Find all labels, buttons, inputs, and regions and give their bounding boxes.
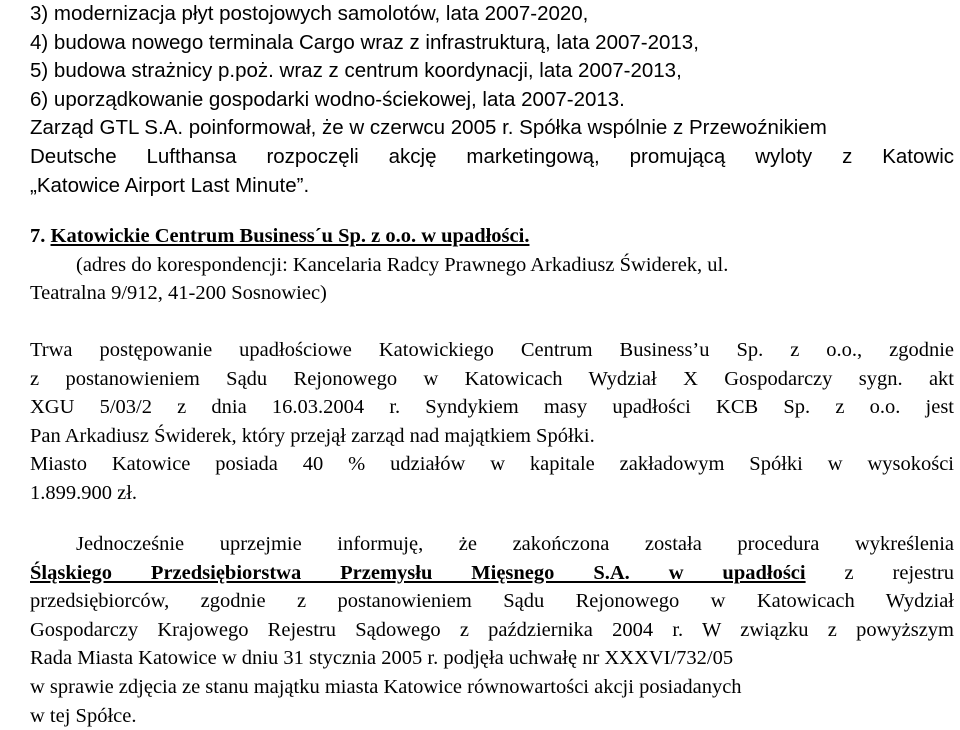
- paragraph-line: Jednocześnie uprzejmie informuję, że zakończona została procedura wykreślenia: [76, 533, 954, 555]
- paragraph-text: z rejestru: [844, 561, 955, 584]
- paragraph-line: [30, 559, 954, 588]
- company-name: Katowickie Centrum Business´u Sp. z o.o. w upadłości.: [50, 225, 530, 247]
- section-heading: [30, 222, 954, 251]
- section-number: 7.: [30, 225, 46, 247]
- bankruptcy-paragraph: [30, 336, 954, 508]
- paragraph-line: z postanowieniem Sądu Rejonowego w Katowicach Wydział X Gospodarczy sygn. akt: [30, 367, 954, 390]
- paragraph-line: 1.899.900 zł.: [30, 481, 138, 504]
- paragraph-line: Trwa postępowanie upadłościowe Katowickiego Centrum Business’u Sp. z o.o., zgodnie: [30, 339, 954, 361]
- paragraph-line: w tej Spółce.: [30, 704, 137, 727]
- paragraph-line: w sprawie zdjęcia ze stanu majątku miasta Katowice równowartości akcji posiadanych: [30, 675, 742, 698]
- address-line: (adres do korespondencji: Kancelaria Radcy Prawnego Arkadiusz Świderek, ul.: [76, 253, 729, 276]
- paragraph-line: XGU 5/03/2 z dnia 16.03.2004 r. Syndykiem masy upadłości KCB Sp. z o.o. jest: [30, 396, 954, 419]
- airport-section: [30, 0, 954, 200]
- list-item: 3) modernizacja płyt postojowych samolotów, lata 2007-2020,: [30, 2, 589, 25]
- paragraph-line: Gospodarczy Krajowego Rejestru Sądowego z października 2004 r. W związku z powyższym: [30, 618, 954, 641]
- gtl-paragraph-line: „Katowice Airport Last Minute”.: [30, 173, 310, 197]
- address-line: Teatralna 9/912, 41-200 Sosnowiec): [30, 282, 327, 305]
- list-item: 6) uporządkowanie gospodarki wodno-ściekowej, lata 2007-2013.: [30, 87, 625, 111]
- paragraph-line: Rada Miasta Katowice w dniu 31 stycznia 2005 r. podjęła uchwałę nr XXXVI/732/05: [30, 647, 734, 670]
- gtl-paragraph-line: Zarząd GTL S.A. poinformował, że w czerwcu 2005 r. Spółka wspólnie z Przewoźnikiem: [30, 116, 827, 140]
- paragraph-line: Pan Arkadiusz Świderek, który przejął zarząd nad majątkiem Spółki.: [30, 424, 595, 447]
- gtl-paragraph-line: Deutsche Lufthansa rozpoczęli akcję marketingową, promującą wyloty z Katowic: [30, 144, 954, 168]
- paragraph-line: Miasto Katowice posiada 40 % udziałów w kapitale zakładowym Spółki w wysokości: [30, 453, 954, 476]
- list-item: 5) budowa strażnicy p.poż. wraz z centrum koordynacji, lata 2007-2013,: [30, 59, 682, 83]
- deletion-paragraph: [30, 530, 954, 730]
- company-name-bold: Śląskiego Przedsiębiorstwa Przemysłu Mięsnego S.A. w upadłości: [30, 561, 806, 584]
- paragraph-line: przedsiębiorców, zgodnie z postanowieniem Sądu Rejonowego w Katowicach Wydział: [30, 590, 954, 613]
- section-7: [30, 222, 954, 308]
- list-item: 4) budowa nowego terminala Cargo wraz z infrastrukturą, lata 2007-2013,: [30, 30, 699, 54]
